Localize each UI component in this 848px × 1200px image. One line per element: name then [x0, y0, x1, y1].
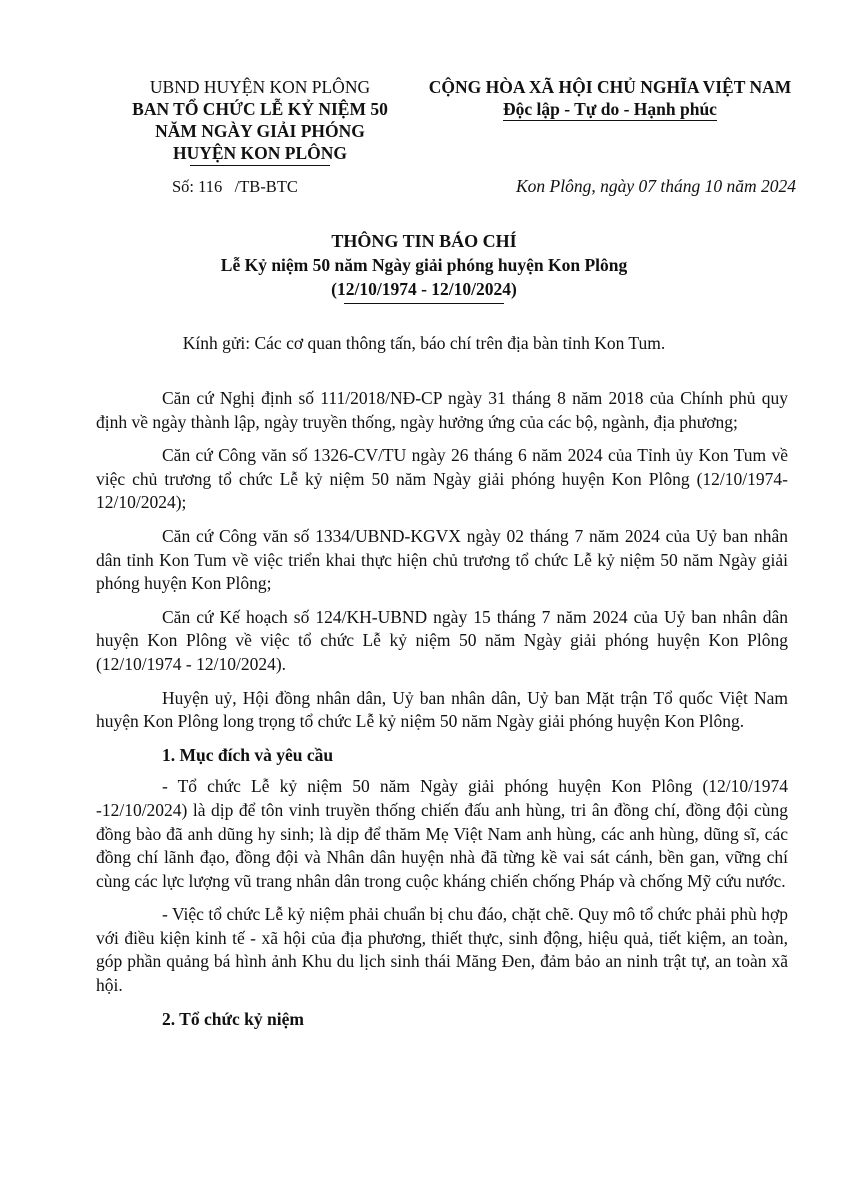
- paragraph: Huyện uỷ, Hội đồng nhân dân, Uỷ ban nhân dân, Uỷ ban Mặt trận Tổ quốc Việt Nam huyện Kon Plông long trọng tổ chức Lễ kỷ niệm 50 năm Ngày giải phóng huyện Kon Plông.: [96, 687, 788, 732]
- paragraph: - Việc tổ chức Lễ kỷ niệm phải chuẩn bị chu đáo, chặt chẽ. Quy mô tổ chức phải phù hợp với điều kiện kinh tế - xã hội của địa phương, thiết thực, sinh động, hiệu quả, tiết kiệm, an toàn, góp phần quảng bá hình ảnh Khu du lịch sinh thái Măng Đen, đảm bảo an ninh trật tự, an toàn xã hội.: [96, 904, 788, 996]
- document-date-range: (12/10/1974 - 12/10/2024): [331, 279, 517, 299]
- nation-name: CỘNG HÒA XÃ HỘI CHỦ NGHĨA VIỆT NAM: [428, 77, 792, 97]
- agency-underline: [190, 165, 330, 166]
- title-underline: [344, 303, 504, 304]
- paragraph: Căn cứ Nghị định số 111/2018/NĐ-CP ngày 31 tháng 8 năm 2018 của Chính phủ quy định về ngày thành lập, ngày truyền thống, ngày hưởng ứng của các bộ, ngành, địa phương;: [96, 388, 788, 432]
- org-name-line-1: BAN TỔ CHỨC LỄ KỶ NIỆM 50: [132, 99, 388, 119]
- document-title-block: [60, 229, 788, 304]
- document-number: Số: 116 /TB-BTC: [172, 177, 298, 196]
- org-name-line-3: HUYỆN KON PLÔNG: [172, 143, 348, 163]
- document-body: [96, 387, 788, 1039]
- issuing-agency-block: [100, 76, 420, 166]
- document-title: THÔNG TIN BÁO CHÍ: [331, 231, 517, 251]
- document-date: Kon Plông, ngày 07 tháng 10 năm 2024: [516, 176, 796, 196]
- paragraph: Căn cứ Công văn số 1326-CV/TU ngày 26 tháng 6 năm 2024 của Tỉnh ủy Kon Tum về việc chủ trương tổ chức Lễ kỷ niệm 50 năm Ngày giải phóng huyện Kon Plông (12/10/1974-12/10/2024);: [96, 445, 788, 513]
- paragraph: Căn cứ Kế hoạch số 124/KH-UBND ngày 15 tháng 7 năm 2024 của Uỷ ban nhân dân huyện Kon Plông về việc tổ chức Lễ kỷ niệm 50 năm Ngày giải phóng huyện Kon Plông (12/10/1974 - 12/10/2024).: [96, 606, 788, 674]
- national-motto: Độc lập - Tự do - Hạnh phúc: [503, 99, 717, 119]
- org-name-line-2: NĂM NGÀY GIẢI PHÓNG: [155, 121, 365, 141]
- section-heading-1: 1. Mục đích và yêu cầu: [162, 744, 334, 765]
- section-heading-2: 2. Tổ chức kỷ niệm: [162, 1008, 304, 1029]
- agency-name: UBND HUYỆN KON PLÔNG: [149, 77, 371, 97]
- national-header-block: [410, 76, 810, 121]
- document-subtitle: Lễ Kỷ niệm 50 năm Ngày giải phóng huyện Kon Plông: [220, 255, 628, 275]
- recipient-line: Kính gửi: Các cơ quan thông tấn, báo chí trên địa bàn tỉnh Kon Tum.: [182, 333, 666, 353]
- paragraph: - Tổ chức Lễ kỷ niệm 50 năm Ngày giải phóng huyện Kon Plông (12/10/1974 -12/10/2024) là dịp để tôn vinh truyền thống chiến đấu anh hùng, tri ân đồng chí, đồng đội cùng đồng bào đã anh dũng hy sinh; là dịp để thăm Mẹ Việt Nam anh hùng, các anh hùng, dũng sĩ, các đồng chí lãnh đạo, đồng đội và Nhân dân huyện nhà đã từng kề vai sát cánh, bền gan, vững chí cùng các lực lượng vũ trang nhân dân trong cuộc kháng chiến chống Pháp và chống Mỹ cứu nước.: [96, 776, 788, 891]
- paragraph: Căn cứ Công văn số 1334/UBND-KGVX ngày 02 tháng 7 năm 2024 của Uỷ ban nhân dân tỉnh Kon Tum về việc triển khai thực hiện chủ trương tổ chức Lễ kỷ niệm 50 năm Ngày giải phóng huyện Kon Plông;: [96, 525, 788, 594]
